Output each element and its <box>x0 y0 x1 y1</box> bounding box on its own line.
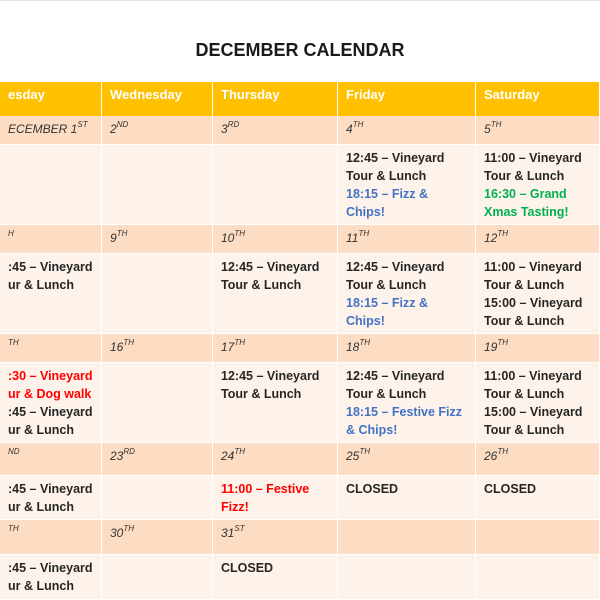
date-suffix: TH <box>116 229 128 238</box>
event-cell <box>338 476 476 520</box>
event-cell <box>338 363 476 443</box>
event-line: 12:45 – Vineyard <box>346 369 445 383</box>
date-cell <box>338 334 476 363</box>
date-suffix: ND <box>116 120 129 129</box>
date-suffix: H <box>8 229 14 238</box>
event-cell <box>0 363 102 443</box>
date-suffix: TH <box>234 229 246 238</box>
date-suffix: TH <box>497 229 509 238</box>
date-suffix: TH <box>490 120 502 129</box>
event-line: Chips! <box>346 314 385 328</box>
event-line: 16:30 – Grand <box>484 187 567 201</box>
event-cell <box>213 254 338 334</box>
date-number: 25 <box>346 449 360 463</box>
date-suffix: TH <box>8 524 19 533</box>
date-suffix: TH <box>358 229 370 238</box>
date-cell <box>338 116 476 145</box>
column-header-friday: Friday <box>338 82 476 116</box>
column-header-wednesday: Wednesday <box>102 82 213 116</box>
date-cell <box>213 116 338 145</box>
event-cell <box>102 254 213 334</box>
date-number: 24 <box>221 449 235 463</box>
event-line: Chips! <box>346 205 385 219</box>
event-line: ur & Lunch <box>8 278 74 292</box>
date-cell <box>213 520 338 555</box>
event-line: ur & Lunch <box>8 500 74 514</box>
date-cell <box>476 225 600 254</box>
event-line: Tour & Lunch <box>484 423 565 437</box>
date-suffix: ST <box>77 120 88 129</box>
event-line: 11:00 – Festive <box>221 482 310 496</box>
date-number: 26 <box>484 449 498 463</box>
date-cell <box>476 334 600 363</box>
event-cell <box>0 254 102 334</box>
date-cell <box>0 443 102 476</box>
date-suffix: TH <box>359 447 371 456</box>
date-cell <box>102 443 213 476</box>
event-cell <box>102 555 213 600</box>
date-suffix: TH <box>352 120 364 129</box>
event-line: Tour & Lunch <box>221 387 302 401</box>
event-line: 12:45 – Vineyard <box>221 369 320 383</box>
date-suffix: TH <box>234 338 246 347</box>
event-line: & Chips! <box>346 423 398 437</box>
event-line: 18:15 – Festive Fizz <box>346 405 463 419</box>
event-cell <box>476 476 600 520</box>
date-suffix: ST <box>234 524 245 533</box>
event-line: Tour & Lunch <box>484 278 565 292</box>
event-line: ur & Lunch <box>8 423 74 437</box>
event-cell <box>213 145 338 225</box>
date-cell <box>102 334 213 363</box>
event-line: CLOSED <box>346 482 399 496</box>
event-line: :45 – Vineyard <box>8 260 93 274</box>
event-line: 15:00 – Vineyard <box>484 405 583 419</box>
event-cell <box>213 363 338 443</box>
date-number: ECEMBER 1 <box>8 122 78 136</box>
date-number: 19 <box>484 340 498 354</box>
event-line: ur & Lunch <box>8 579 74 593</box>
date-cell <box>338 520 476 555</box>
event-line: :45 – Vineyard <box>8 482 93 496</box>
date-cell <box>0 334 102 363</box>
date-suffix: TH <box>497 338 509 347</box>
event-line: 12:45 – Vineyard <box>221 260 320 274</box>
event-cell <box>0 555 102 600</box>
event-cell <box>476 145 600 225</box>
date-number: 10 <box>221 231 235 245</box>
date-cell <box>476 520 600 555</box>
column-header-tuesday: esday <box>0 82 102 116</box>
event-line: 15:00 – Vineyard <box>484 296 583 310</box>
event-line: Fizz! <box>221 500 249 514</box>
event-line: 11:00 – Vineyard <box>484 369 582 383</box>
date-number: 3 <box>221 122 228 136</box>
date-cell <box>476 116 600 145</box>
date-number: 30 <box>110 526 124 540</box>
event-cell <box>0 145 102 225</box>
date-suffix: TH <box>497 447 509 456</box>
date-number: 5 <box>484 122 491 136</box>
date-number: 31 <box>221 526 235 540</box>
event-cell <box>476 363 600 443</box>
date-number: 4 <box>346 122 353 136</box>
date-cell <box>338 443 476 476</box>
date-number: 16 <box>110 340 124 354</box>
event-line: 12:45 – Vineyard <box>346 260 445 274</box>
event-line: 18:15 – Fizz & <box>346 296 428 310</box>
date-number: 9 <box>110 231 117 245</box>
date-suffix: ND <box>8 447 20 456</box>
event-cell <box>476 555 600 600</box>
date-suffix: RD <box>227 120 240 129</box>
date-suffix: TH <box>123 524 135 533</box>
date-cell <box>0 225 102 254</box>
event-line: 12:45 – Vineyard <box>346 151 445 165</box>
event-line: Tour & Lunch <box>484 169 565 183</box>
event-line: 18:15 – Fizz & <box>346 187 428 201</box>
event-cell <box>213 555 338 600</box>
event-cell <box>338 555 476 600</box>
date-number: 18 <box>346 340 360 354</box>
event-cell <box>102 476 213 520</box>
column-header-thursday: Thursday <box>213 82 338 116</box>
event-line: :45 – Vineyard <box>8 405 93 419</box>
date-number: 17 <box>221 340 235 354</box>
event-cell <box>102 145 213 225</box>
date-cell <box>0 520 102 555</box>
event-line: CLOSED <box>221 561 274 575</box>
event-cell <box>338 145 476 225</box>
event-line: Tour & Lunch <box>346 169 427 183</box>
event-line: CLOSED <box>484 482 537 496</box>
date-suffix: TH <box>234 447 246 456</box>
event-cell <box>338 254 476 334</box>
event-line: 11:00 – Vineyard <box>484 260 582 274</box>
date-cell <box>102 520 213 555</box>
event-cell <box>476 254 600 334</box>
date-cell <box>102 116 213 145</box>
date-cell <box>213 334 338 363</box>
event-line: Tour & Lunch <box>484 387 565 401</box>
date-cell <box>213 443 338 476</box>
event-cell <box>213 476 338 520</box>
event-line: 11:00 – Vineyard <box>484 151 582 165</box>
date-cell <box>102 225 213 254</box>
date-cell <box>476 443 600 476</box>
date-cell <box>0 116 102 145</box>
event-line: Tour & Lunch <box>346 278 427 292</box>
date-suffix: TH <box>123 338 135 347</box>
event-line: Xmas Tasting! <box>484 205 569 219</box>
column-header-saturday: Saturday <box>476 82 600 116</box>
event-cell <box>0 476 102 520</box>
date-suffix: TH <box>8 338 19 347</box>
event-line: Tour & Lunch <box>484 314 565 328</box>
event-line: Tour & Lunch <box>346 387 427 401</box>
date-number: 2 <box>110 122 117 136</box>
event-line: ur & Dog walk <box>8 387 92 401</box>
date-suffix: TH <box>359 338 371 347</box>
event-line: Tour & Lunch <box>221 278 302 292</box>
event-cell <box>102 363 213 443</box>
date-number: 23 <box>110 449 124 463</box>
page-title: DECEMBER CALENDAR <box>195 40 405 60</box>
date-number: 11 <box>346 231 359 245</box>
date-cell <box>338 225 476 254</box>
event-line: :30 – Vineyard <box>8 369 93 383</box>
event-line: :45 – Vineyard <box>8 561 93 575</box>
date-cell <box>213 225 338 254</box>
date-suffix: RD <box>123 447 135 456</box>
date-number: 12 <box>484 231 498 245</box>
